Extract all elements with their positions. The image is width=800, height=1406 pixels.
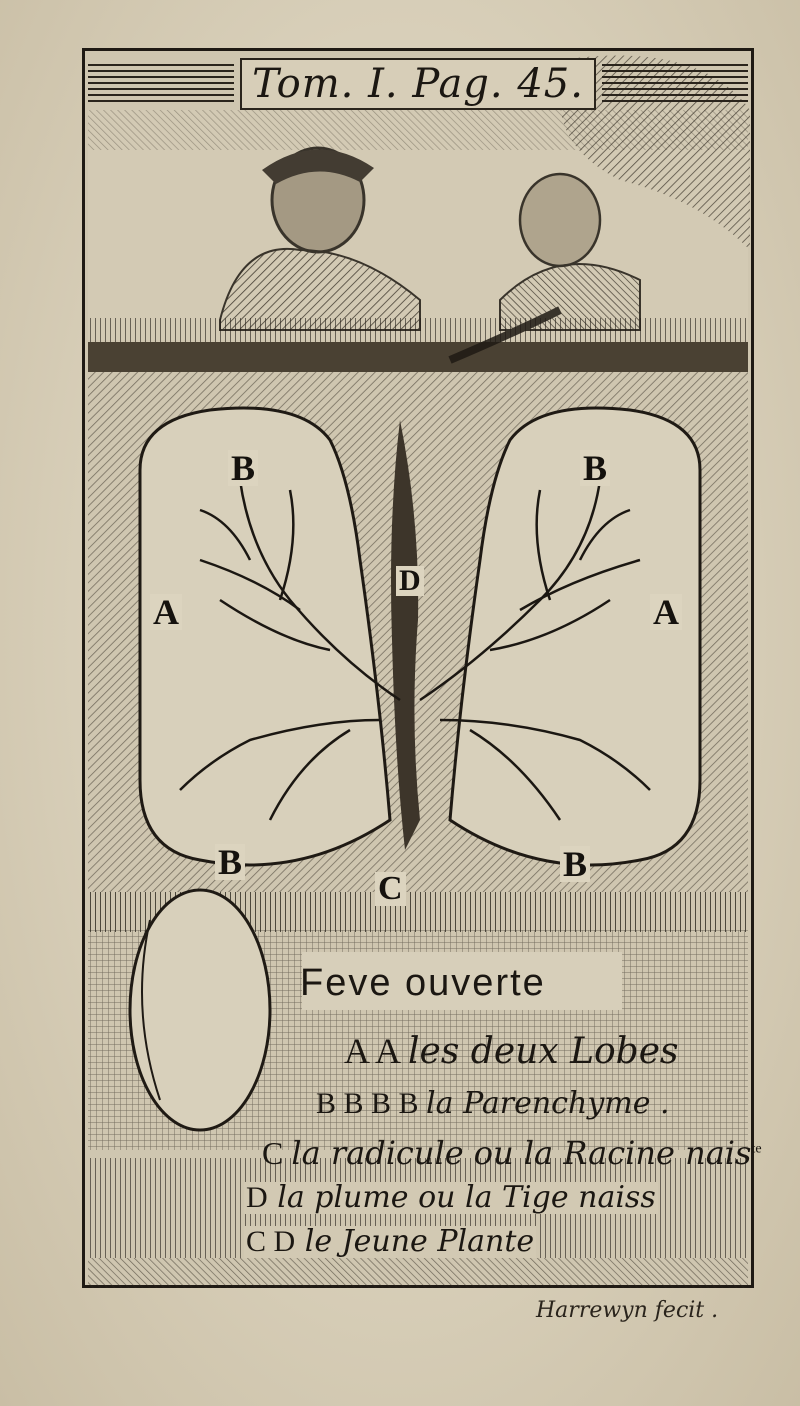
caption-line-1-text: les deux Lobes [408, 1031, 679, 1072]
bottom-d-label: D [246, 1181, 268, 1214]
label-a-right: A [650, 594, 682, 630]
plate-reference: Tom. I. Pag. 45. [240, 58, 596, 110]
bottom-cd-label: C D [246, 1225, 296, 1258]
label-b-left-bottom: B [215, 844, 245, 880]
caption-line-3-prefix: C [262, 1135, 284, 1171]
label-b-right-bottom: B [560, 846, 590, 882]
label-a-left: A [150, 594, 182, 630]
caption-line-3 [262, 1134, 762, 1172]
caption-line-1-prefix: A A [344, 1031, 400, 1071]
bottom-line-d [244, 1182, 658, 1214]
caption-line-2-prefix: B B B B [316, 1087, 419, 1120]
caption-line-2 [316, 1086, 670, 1121]
label-c: C [375, 872, 406, 906]
bottom-cd-text: le Jeune Plante [304, 1224, 535, 1259]
bottom-d-text: la plume ou la Tige naiss [277, 1180, 656, 1215]
header-rules-right [602, 64, 748, 104]
plate-header [82, 54, 754, 114]
caption-line-3-suffix: te [751, 1141, 762, 1157]
caption-line-1 [344, 1030, 678, 1072]
header-rules-left [88, 64, 234, 104]
label-b-right-top: B [580, 450, 610, 486]
caption-line-3-text: la radicule ou la Racine nais [291, 1134, 752, 1172]
label-b-left-top: B [228, 450, 258, 486]
bottom-line-cd [244, 1226, 536, 1258]
caption-title: Feve ouverte [300, 962, 546, 1004]
engraver-signature: Harrewyn fecit . [536, 1298, 719, 1323]
caption-line-2-text: la Parenchyme . [426, 1086, 670, 1121]
label-d: D [396, 566, 424, 596]
